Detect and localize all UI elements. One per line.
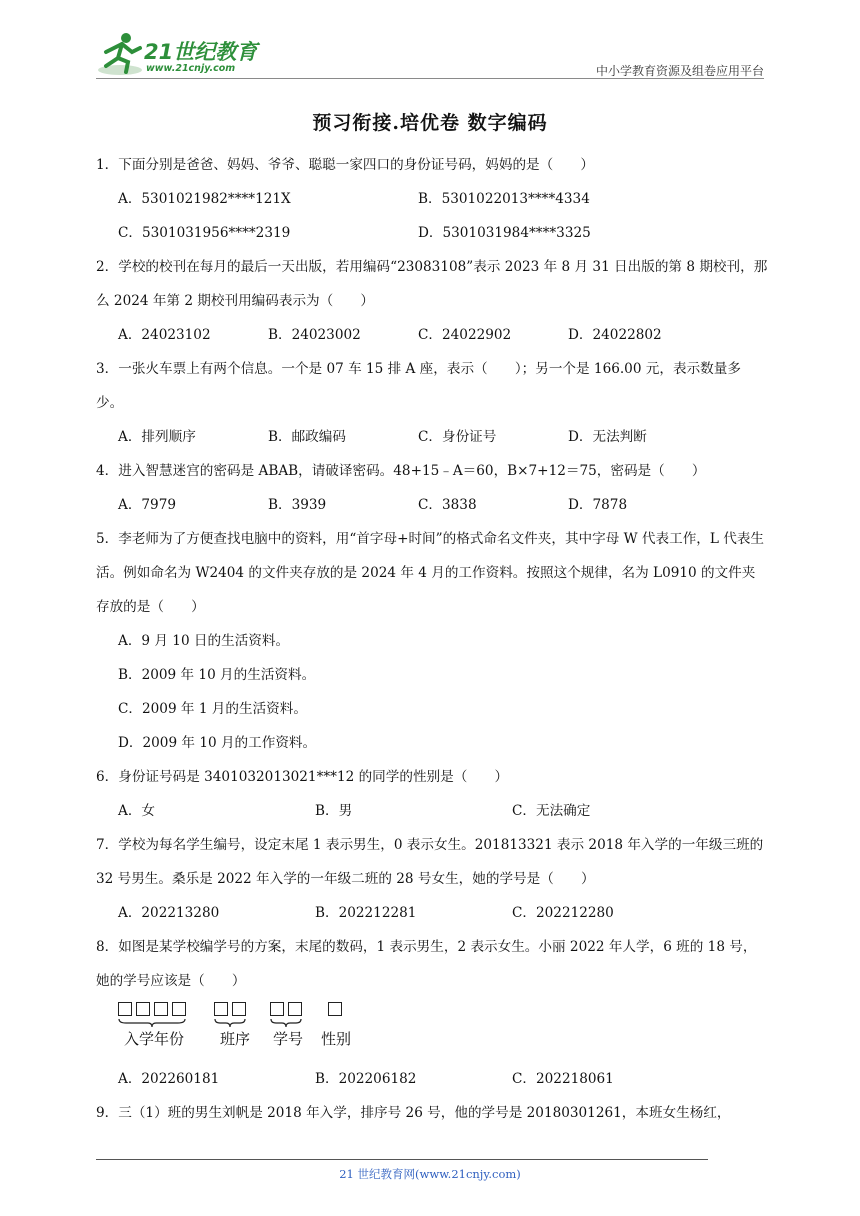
option-a: A．女 — [118, 803, 156, 819]
option-b: B．202212281 — [315, 905, 417, 921]
label-student-number: 学号 — [273, 1030, 304, 1048]
question-list — [96, 148, 768, 1130]
question-text: 下面分别是爸爸、妈妈、爷爷、聪聪一家四口的身份证号码，妈妈的是（ ） — [118, 157, 595, 173]
options-5 — [96, 624, 768, 760]
runner-logo-icon — [96, 30, 144, 80]
question-6 — [96, 760, 768, 794]
digit-box — [270, 1002, 284, 1016]
question-text: 学校为每名学生编号，设定末尾 1 表示男生，0 表示女生。201813321 表示 2018 年入学的一年级三班的 32 号男生。桑乐是 2022 年入学的一年级二班的 28 号女生，她的学号是（ ） — [96, 837, 764, 887]
options-7 — [96, 896, 768, 930]
digit-box — [214, 1002, 228, 1016]
question-number: 7． — [96, 837, 119, 853]
question-number: 9． — [96, 1105, 119, 1121]
footer-link[interactable]: 21 世纪教育网(www.21cnjy.com) — [339, 1167, 521, 1181]
digit-box — [118, 1002, 132, 1016]
question-text: 进入智慧迷宫的密码是 ABAB，请破译密码。48+15﹣A＝60，B×7+12＝75，密码是（ ） — [118, 463, 706, 479]
question-number: 6． — [96, 769, 119, 785]
question-number: 3． — [96, 361, 119, 377]
option-a: A．9 月 10 日的生活资料。 — [118, 633, 290, 649]
brace-icon — [118, 1018, 186, 1028]
digit-box — [232, 1002, 246, 1016]
question-7 — [96, 828, 768, 896]
options-6 — [96, 794, 768, 828]
question-1 — [96, 148, 768, 182]
question-text: 如图是某学校编学号的方案，末尾的数码，1 表示男生，2 表示女生。小丽 2022 年人学，6 班的 18 号，她的学号应该是（ ） — [96, 939, 757, 989]
option-a: A．5301021982****121X — [118, 191, 291, 207]
option-d: D．无法判断 — [568, 429, 647, 445]
header-divider — [96, 78, 764, 79]
option-c: C．5301031956****2319 — [118, 225, 291, 241]
option-b: B．202206182 — [315, 1071, 417, 1087]
question-text: 一张火车票上有两个信息。一个是 07 车 15 排 A 座，表示（ ）；另一个是 166.00 元，表示数量多少。 — [96, 361, 741, 411]
question-5 — [96, 522, 768, 624]
option-d: D．5301031984****3325 — [418, 225, 591, 241]
options-1 — [96, 182, 768, 250]
options-2 — [96, 318, 768, 352]
digit-box — [328, 1002, 342, 1016]
brace-icon — [214, 1018, 246, 1028]
question-text: 三（1）班的男生刘帆是 2018 年入学，排序号 26 号，他的学号是 20180301261，本班女生杨红， — [118, 1105, 731, 1121]
option-b: B．3939 — [268, 497, 327, 513]
student-number-diagram — [118, 1002, 768, 1062]
option-d: D．24022802 — [568, 327, 662, 343]
option-a: A．排列顺序 — [118, 429, 196, 445]
page-header — [96, 30, 764, 80]
question-text: 学校的校刊在每月的最后一天出版，若用编码“23083108”表示 2023 年 8 月 31 日出版的第 8 期校刊，那么 2024 年第 2 期校刊用编码表示为（ ） — [96, 259, 768, 309]
digit-box — [172, 1002, 186, 1016]
option-a: A．24023102 — [118, 327, 211, 343]
label-enrollment-year: 入学年份 — [124, 1030, 185, 1048]
option-b: B．5301022013****4334 — [418, 191, 590, 207]
question-number: 8． — [96, 939, 119, 955]
question-number: 2． — [96, 259, 119, 275]
logo-url: www.21cnjy.com — [146, 63, 236, 74]
option-c: C．202212280 — [512, 905, 614, 921]
digit-box — [136, 1002, 150, 1016]
option-c: C．202218061 — [512, 1071, 614, 1087]
question-3 — [96, 352, 768, 420]
digit-box — [288, 1002, 302, 1016]
question-9 — [96, 1096, 768, 1130]
question-text: 身份证号码是 3401032013021***12 的同学的性别是（ ） — [118, 769, 509, 785]
digit-box — [154, 1002, 168, 1016]
option-a: A．202260181 — [118, 1071, 220, 1087]
label-class: 班序 — [220, 1030, 251, 1048]
question-4 — [96, 454, 768, 488]
label-gender: 性别 — [321, 1030, 352, 1048]
option-c: C．身份证号 — [418, 429, 497, 445]
page-title: 预习衔接.培优卷 数字编码 — [312, 112, 548, 134]
option-c: C．24022902 — [418, 327, 512, 343]
options-8 — [96, 1062, 768, 1096]
option-d: D．2009 年 10 月的工作资料。 — [118, 735, 317, 751]
question-number: 5． — [96, 531, 119, 547]
question-number: 1． — [96, 157, 119, 173]
option-b: B．2009 年 10 月的生活资料。 — [118, 667, 316, 683]
option-c: C．2009 年 1 月的生活资料。 — [118, 701, 307, 717]
question-2 — [96, 250, 768, 318]
option-a: A．7979 — [118, 497, 177, 513]
options-3 — [96, 420, 768, 454]
options-4 — [96, 488, 768, 522]
option-b: B．24023002 — [268, 327, 361, 343]
brace-icon — [270, 1018, 302, 1028]
option-a: A．202213280 — [118, 905, 220, 921]
option-c: C．3838 — [418, 497, 477, 513]
logo — [96, 30, 266, 80]
option-c: C．无法确定 — [512, 803, 591, 819]
option-b: B．男 — [315, 803, 353, 819]
platform-name: 中小学教育资源及组卷应用平台 — [595, 64, 764, 78]
option-b: B．邮政编码 — [268, 429, 346, 445]
logo-wordmark: 21世纪教育 — [144, 40, 258, 64]
question-text: 李老师为了方便查找电脑中的资料，用“首字母+时间”的格式命名文件夹，其中字母 W 代表工作，L 代表生活。例如命名为 W2404 的文件夹存放的是 2024 年 4 月的工作资料。按照这个规律，名为 L0910 的文件夹存放的是（ ） — [96, 531, 765, 615]
option-d: D．7878 — [568, 497, 628, 513]
footer-divider — [96, 1159, 708, 1160]
question-number: 4． — [96, 463, 119, 479]
question-8 — [96, 930, 768, 998]
